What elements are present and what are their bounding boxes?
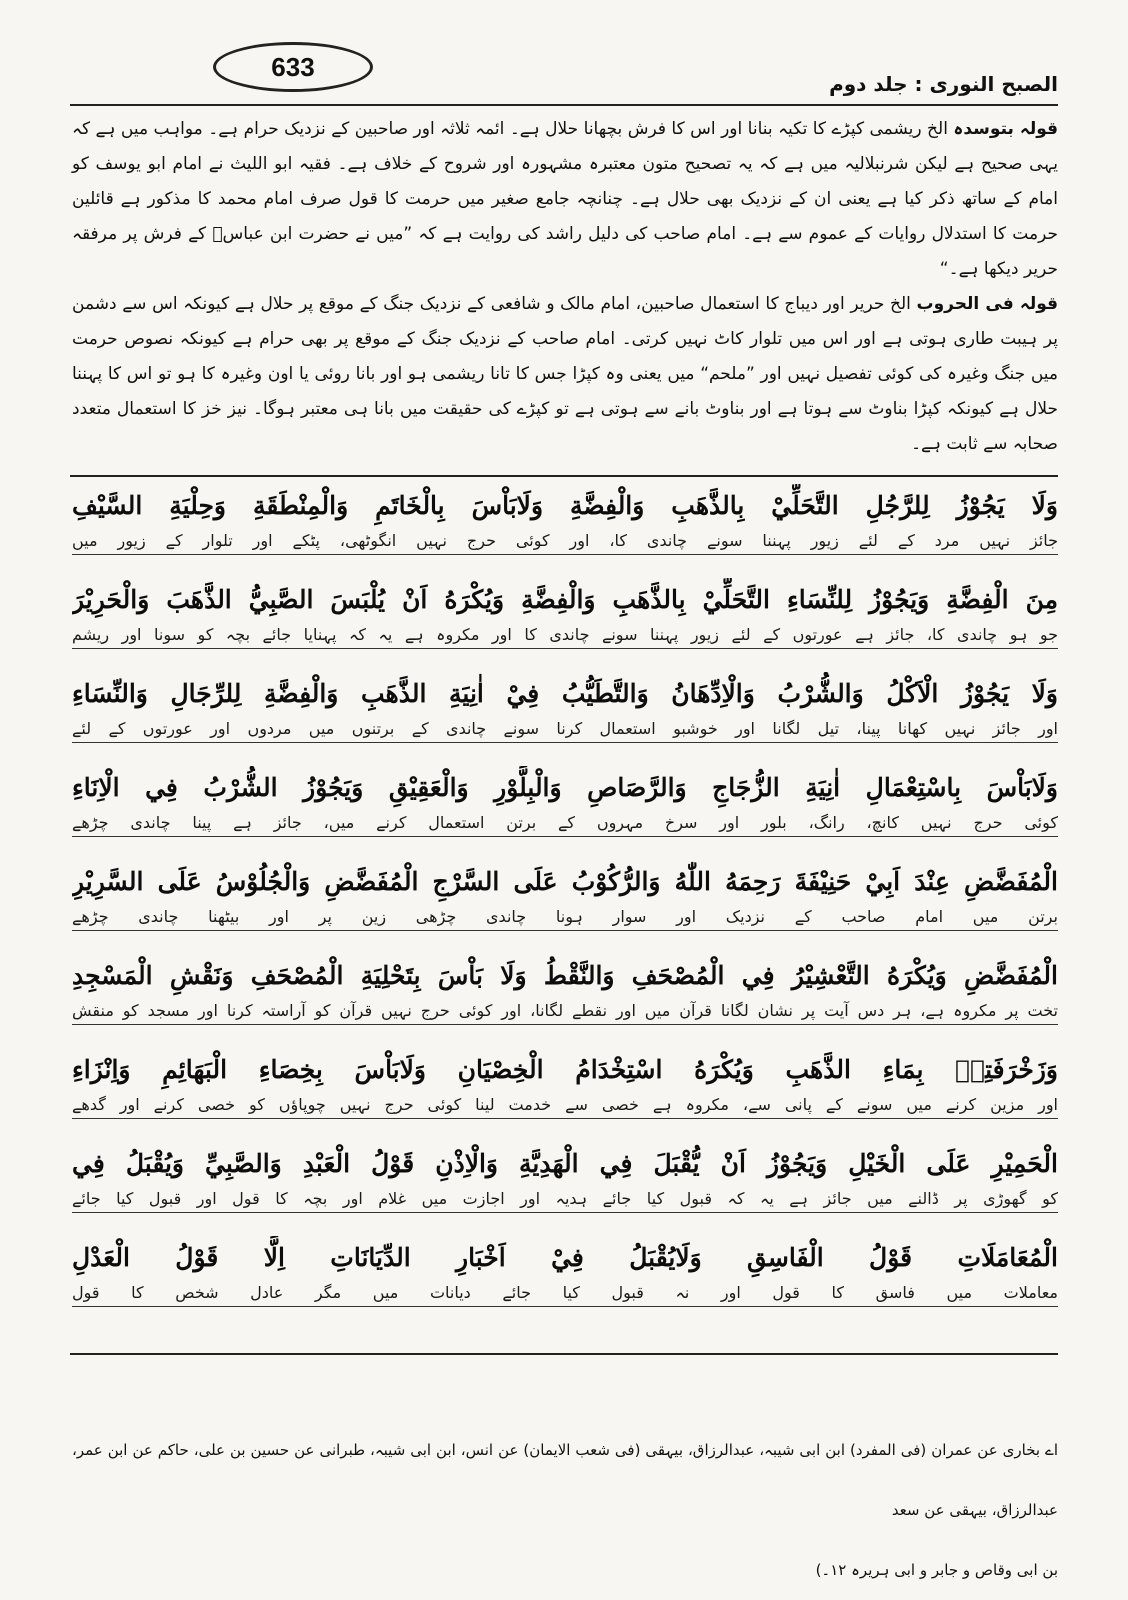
commentary-paragraph-2 [72, 287, 1058, 462]
arabic-text-line: وَلَا يَجُوْزُ لِلرَّجُلِ التَّحَلِّيْ بِالذَّهَبِ وَالْفِضَّةِ وَلَابَاْسَ بِالْخَاتَمِ وَالْمِنْطَقَةِ وَحِلْيَةِ السَّيْفِ [72, 491, 1058, 520]
arabic-text-line: الْمُفَضَّضِ وَيُكْرَهُ التَّعْشِيْرُ فِي الْمُصْحَفِ وَالنَّقْطُ وَلَا بَاْسَ بِتَحْلِيَةِ الْمُصْحَفِ وَنَقْشِ الْمَسْجِدِ [72, 961, 1058, 990]
footnote-line-2: بن ابی وقاص و جابر و ابی ہریرہ ۱۲۔) [815, 1561, 1058, 1579]
footnote [72, 1420, 1058, 1600]
urdu-translation-line: اور جائز نہیں کھانا پینا، تیل لگانا اور خوشبو استعمال کرنا سونے چاندی کے برتنوں میں مردوں اور عورتوں کے لئے [72, 716, 1058, 743]
commentary-lead-1: قولہ بتوسدہ [953, 119, 1058, 139]
urdu-translation-line: کو گھوڑی پر ڈالنے میں جائز ہے یہ کہ قبول کیا جائے ہدیہ اور اجازت میں غلام اور بچہ کا قول اور قبول کیا جائے [72, 1186, 1058, 1213]
urdu-translation-line: جو ہو چاندی کا، جائز ہے عورتوں کے لئے زیور پہننا سونے چاندی کا اور مکروہ ہے یہ کہ پہنایا جائے بچہ کو سونا اور ریشم [72, 622, 1058, 649]
arabic-text-line: الْمُعَامَلَاتِ قَوْلُ الْفَاسِقِ وَلَايُقْبَلُ فِيْ اَخْبَارِ الدِّيَانَاتِ اِلَّا قَوْلُ الْعَدْلِ [72, 1243, 1058, 1272]
urdu-translation-line: تخت پر مکروہ ہے، ہر دس آیت پر نشان لگانا قرآن میں اور نقطے لگانا، اور کوئی حرج نہیں قرآن کو آراستہ کرنا اور مسجد کو منقش [72, 998, 1058, 1025]
commentary-section [72, 112, 1058, 462]
commentary-lead-2: قولہ فی الحروب [916, 294, 1058, 314]
arabic-text-line: وَزَخْرَفَتِهٖ بِمَاءِ الذَّهَبِ وَيُكْرَهُ اسْتِخْدَامُ الْخِصْيَانِ وَلَابَاْسَ بِخِصَاءِ الْبَهَائِمِ وَاِنْزَاءِ [72, 1055, 1058, 1084]
footnote-divider [70, 1353, 1058, 1355]
text-line-pair [72, 1048, 1058, 1119]
urdu-translation-line: جائز نہیں مرد کے لئے زیور پہننا سونے چاندی کا، اور کوئی حرج نہیں انگوٹھی، پٹکے اور تلوار کے زیور میں [72, 528, 1058, 555]
commentary-text-2: الخ حریر اور دیباج کا استعمال صاحبین، امام مالک و شافعی کے نزدیک جنگ کے موقع پر حلال ہے کیونکہ اس سے دشمن پر ہیبت طاری ہوتی ہے اور اس میں تلوار کاٹ نہیں کرتی۔ امام صاحب کے نزدیک جنگ کے موقع پر بھی حرام ہے کیونکہ نصوص حرمت میں جنگ وغیرہ کی کوئی تفصیل نہیں اور ”ملحم“ میں یعنی وہ کپڑا جس کا تانا ریشمی ہو اور بانا روئی یا اون وغیرہ کا ہو تو اس کا پہننا حلال ہے کیونکہ کپڑا بناوٹ سے ہوتا ہے اور بناوٹ بانے سے ہوتی ہے تو کپڑے کی حقیقت میں بانا ہی معتبر ہوگا۔ نیز خز کا استعمال متعدد صحابہ سے ثابت ہے۔ [72, 294, 1058, 454]
running-header-title: الصبح النوری : جلد دوم [829, 72, 1058, 96]
text-line-pair [72, 766, 1058, 837]
section-divider [70, 475, 1058, 477]
text-line-pair [72, 578, 1058, 649]
header-divider [70, 104, 1058, 106]
urdu-translation-line: اور مزین کرنے میں سونے کے پانی سے، مکروہ ہے خصی سے خدمت لینا کوئی حرج نہیں چوپاؤں کو خصی کرنے اور گدھے [72, 1092, 1058, 1119]
arabic-text-line: وَلَا يَجُوْزُ الْاَكْلُ وَالشُّرْبُ وَالْاِدِّهَانُ وَالتَّطَيُّبُ فِيْ اٰنِيَةِ الذَّهَبِ وَالْفِضَّةِ لِلرِّجَالِ وَالنِّسَاءِ [72, 679, 1058, 708]
arabic-text-line: مِنَ الْفِضَّةِ وَيَجُوْزُ لِلنِّسَاءِ التَّحَلِّيْ بِالذَّهَبِ وَالْفِضَّةِ وَيُكْرَهُ اَنْ يُلْبَسَ الصَّبِيُّ الذَّهَبَ وَالْحَرِيْرَ [72, 585, 1058, 614]
text-line-pair [72, 484, 1058, 555]
arabic-text-line: الْحَمِيْرِ عَلَى الْخَيْلِ وَيَجُوْزُ اَنْ يُّقْبَلَ فِي الْهَدِيَّةِ وَالْاِذْنِ قَوْلُ الْعَبْدِ وَالصَّبِيِّ وَيُقْبَلُ فِي [72, 1149, 1058, 1178]
text-line-pair [72, 954, 1058, 1025]
text-line-pair [72, 860, 1058, 931]
urdu-translation-line: معاملات میں فاسق کا قول اور نہ قبول کیا جائے دیانات میں مگر عادل شخص کا قول [72, 1280, 1058, 1307]
text-line-pair [72, 1142, 1058, 1213]
page-number: 633 [213, 42, 373, 92]
urdu-translation-line: برتن میں امام صاحب کے نزدیک اور سوار ہونا چاندی چڑھی زین پر اور بیٹھنا چاندی چڑھے [72, 904, 1058, 931]
footnote-line-1: اے بخاری عن عمران (فی المفرد) ابن ابی شیبہ، عبدالرزاق، بیہقی (فی شعب الایمان) عن انس، ابن ابی شیبہ، طبرانی عن حسین بن علی، حاکم عن ابن عمر، عبدالرزاق، بیہقی عن سعد [72, 1441, 1058, 1519]
text-line-pair [72, 672, 1058, 743]
arabic-text-line: الْمُفَضَّضِ عِنْدَ اَبِيْ حَنِيْفَةَ رَحِمَهُ اللّٰهُ وَالرُّكُوْبُ عَلَى السَّرْجِ الْمُفَضَّضِ وَالْجُلُوْسُ عَلَى السَّرِيْرِ [72, 867, 1058, 896]
commentary-paragraph-1 [72, 112, 1058, 287]
urdu-translation-line: کوئی حرج نہیں کانچ، رانگ، بلور اور سرخ مہروں کے برتن استعمال کرنے میں، جائز ہے پینا چاندی چڑھے [72, 810, 1058, 837]
arabic-text-line: وَلَابَاْسَ بِاسْتِعْمَالِ اٰنِيَةِ الزُّجَاجِ وَالرَّصَاصِ وَالْبِلَّوْرِ وَالْعَقِيْقِ وَيَجُوْزُ الشُّرْبُ فِي الْاِنَاءِ [72, 773, 1058, 802]
text-line-pair [72, 1236, 1058, 1307]
commentary-text-1: الخ ریشمی کپڑے کا تکیہ بنانا اور اس کا فرش بچھانا حلال ہے۔ ائمہ ثلاثہ اور صاحبین کے نزدیک حرام ہے۔ مواہب میں ہے کہ یہی صحیح ہے لیکن شرنبلالیہ میں ہے کہ یہ تصحیح متون معتبرہ مشہورہ اور شروح کے خلاف ہے۔ فقیہ ابو اللیث نے امام ابو یوسف کو امام کے ساتھ ذکر کیا ہے یعنی ان کے نزدیک بھی حلال ہے۔ چنانچہ جامع صغیر میں حرمت کا قول صرف امام محمد کا مذکور ہے قائلین حرمت کا استدلال روایات کے عموم سے ہے۔ امام صاحب کی دلیل راشد کی روایت ہے کہ ”میں نے حضرت ابن عباسؓ کے فرش پر مرفقہ حریر دیکھا ہے۔“ [72, 119, 1058, 279]
